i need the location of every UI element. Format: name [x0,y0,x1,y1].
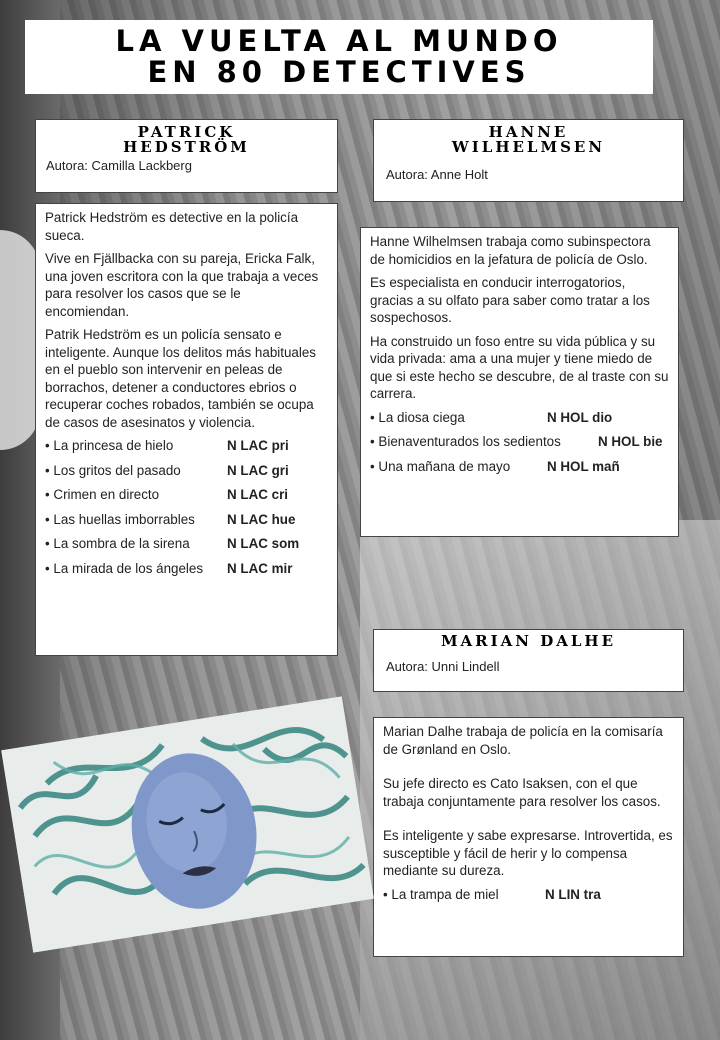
title-line-2: EN 80 DETECTIVES [147,55,531,89]
book-item [370,409,669,434]
book-item [383,886,674,911]
book-item [45,462,328,487]
paragraph: Su jefe directo es Cato Isaksen, con el que trabaja conjuntamente para resolver los casos. [383,776,661,809]
detective-author: Autora: Unni Lindell [386,659,500,674]
book-item [45,437,328,462]
detective-body-marian [373,717,684,957]
detective-name: PATRICK HEDSTRÖM [123,123,250,156]
detective-header-marian [373,629,684,692]
book-signature: N HOL dio [547,409,613,425]
book-signature: N LAC cri [227,487,289,502]
book-title: • La diosa ciega [370,409,547,427]
detective-body-patrick [35,203,338,656]
book-item [45,486,328,511]
book-list [370,409,669,483]
title-line-1: LA VUELTA AL MUNDO [115,24,563,58]
paragraph: Marian Dalhe trabaja de policía en la comisaría de Grønland en Oslo. [383,724,663,757]
paragraph: Vive en Fjällbacka con su pareja, Ericka Falk, una joven escritora con la que trabaja a veces para resolver los casos que se le encomiendan. [45,251,319,319]
book-item [45,560,328,585]
book-title: • Bienaventurados los sedientos [370,433,598,451]
book-signature: N LAC som [227,536,300,551]
background-sign [0,230,40,450]
book-title: • Las huellas imborrables [45,511,227,529]
book-title: • La sombra de la sirena [45,535,227,553]
detective-name: MARIAN DALHE [440,632,617,650]
book-item [45,535,328,560]
paragraph: Patrick Hedström es detective en la policía sueca. [45,210,299,243]
book-list [383,886,674,911]
book-title: • Crimen en directo [45,486,227,504]
book-title: • Una mañana de mayo [370,458,547,476]
book-signature: N LAC pri [227,438,289,453]
detective-body-hanne [360,227,679,537]
book-item [370,458,669,483]
detective-header-patrick [35,119,338,193]
book-signature: N LAC mir [227,560,293,576]
paragraph: Ha construido un foso entre su vida pública y su vida privada: ama a una mujer y tiene miedo de que si este hecho se descubre, de al traste con su carrera. [370,333,669,401]
book-signature: N LAC gri [227,462,289,478]
book-title: • La trampa de miel [383,886,545,904]
book-signature: N HOL bie [598,434,663,449]
book-signature: N LAC hue [227,511,296,527]
book-signature: N HOL mañ [547,458,620,474]
detective-author: Autora: Camilla Lackberg [46,158,192,173]
paragraph: Hanne Wilhelmsen trabaja como subinspectora de homicidios en la jefatura de policía de Oslo. [370,234,651,267]
book-item [370,433,669,458]
paragraph: Es inteligente y sabe expresarse. Introvertida, es susceptible y fácil de herir y lo compensa mediante su dureza. [383,828,673,878]
paragraph: Patrik Hedström es un policía sensato e inteligente. Aunque los delitos más habituales en el pueblo son intervenir en peleas de borrachos, detener a conductores ebrios o recuperar coches robados, también se ocupa de casos de asesinatos y violencia. [45,327,316,430]
book-title: • La mirada de los ángeles [45,560,227,578]
book-list [45,437,328,584]
book-title: • Los gritos del pasado [45,462,227,480]
book-item [45,511,328,536]
paragraph: Es especialista en conducir interrogatorios, gracias a su olfato para saber como tratar a los sospechosos. [370,275,650,325]
page-title [25,20,653,94]
book-signature: N LIN tra [545,886,601,902]
detective-author: Autora: Anne Holt [386,167,488,182]
book-title: • La princesa de hielo [45,437,227,455]
detective-header-hanne [373,119,684,202]
detective-name: HANNE WILHELMSEN [451,123,606,156]
